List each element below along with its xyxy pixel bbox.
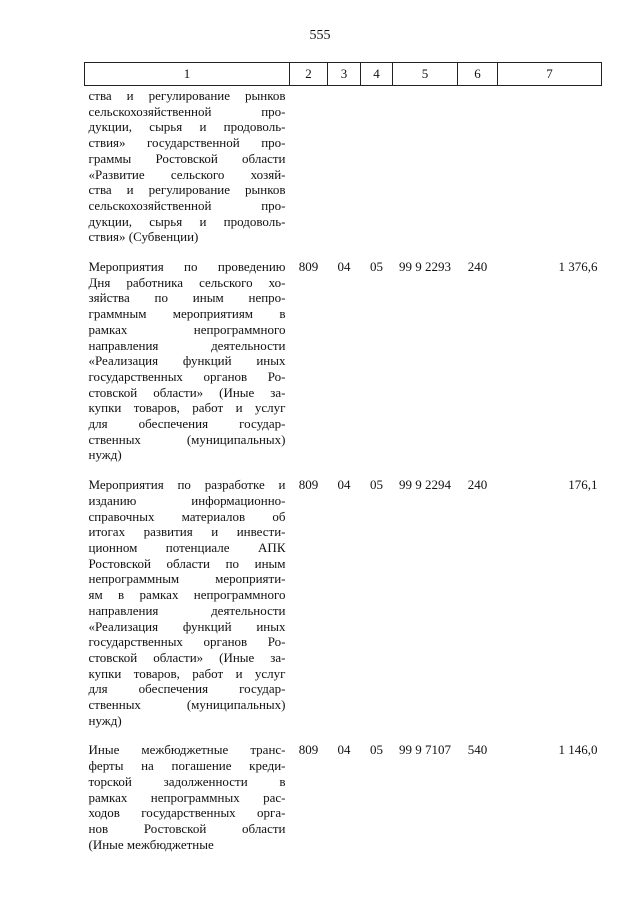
description-line: «Реализация функций иных [88, 618, 286, 634]
table-row [85, 259, 602, 463]
cell-target-article [393, 86, 458, 246]
description-line: купки товаров, работ и услуг [88, 400, 286, 416]
description-line: ствия» (Субвенции) [88, 229, 199, 245]
table-row [85, 742, 602, 852]
description-line: ства и регулирование рынков [88, 182, 286, 198]
description-line: нужд) [88, 712, 122, 728]
table-body [85, 86, 602, 853]
column-header-4: 4 [361, 63, 393, 86]
description-line: для обеспечения государ- [88, 416, 286, 432]
description-line: непрограммным мероприяти- [88, 571, 286, 587]
cell-expense-type: 240 [467, 477, 488, 493]
cell-ministry [290, 86, 328, 246]
description-line: рамках непрограммного [88, 321, 286, 337]
row-description [85, 477, 290, 728]
description-line: (Иные межбюджетные [88, 836, 214, 852]
description-line: ства и регулирование рынков [88, 88, 286, 103]
cell-amount: 176,1 [568, 477, 598, 493]
description-line: изданию информационно- [88, 492, 286, 508]
description-line: государственных органов Ро- [88, 634, 286, 650]
description-line: Дня работника сельского хо- [88, 274, 286, 290]
description-line: нужд) [88, 447, 122, 463]
row-spacer [85, 245, 602, 259]
description-line: Иные межбюджетные транс- [88, 742, 286, 758]
description-line: ствия» государственной про- [88, 135, 286, 151]
description-line: Ростовской области по иным [88, 555, 286, 571]
cell-subsection: 05 [370, 742, 383, 758]
description-line: зяйства по иным непро- [88, 290, 286, 306]
description-line: дукции, сырья и продоволь- [88, 119, 286, 135]
description-line: итогах развития и инвести- [88, 524, 286, 540]
cell-expense-type: 540 [467, 742, 488, 758]
description-line: ственных (муниципальных) [88, 431, 286, 447]
description-line: купки товаров, работ и услуг [88, 665, 286, 681]
table-row [85, 86, 602, 246]
description-line: сельскохозяйственной про- [88, 197, 286, 213]
description-line: Мероприятия по проведению [88, 259, 286, 275]
cell-target-article: 99 9 2294 [399, 477, 451, 493]
cell-ministry: 809 [298, 477, 319, 493]
cell-target-article: 99 9 7107 [399, 742, 451, 758]
column-header-2: 2 [290, 63, 328, 86]
cell-expense-type [458, 86, 498, 246]
column-header-1: 1 [85, 63, 290, 86]
description-line: сельскохозяйственной про- [88, 103, 286, 119]
description-line: ственных (муниципальных) [88, 697, 286, 713]
cell-subsection [361, 86, 393, 246]
cell-section: 04 [337, 477, 351, 493]
description-line: направления деятельности [88, 602, 286, 618]
description-line: ционном потенциале АПК [88, 539, 286, 555]
row-spacer [85, 728, 602, 742]
cell-subsection: 05 [370, 477, 383, 493]
cell-amount: 1 376,6 [558, 259, 598, 275]
header-row [85, 63, 602, 86]
cell-section: 04 [337, 742, 351, 758]
cell-ministry: 809 [298, 259, 319, 275]
description-line: направления деятельности [88, 337, 286, 353]
row-description [85, 86, 290, 246]
description-line: «Реализация функций иных [88, 353, 286, 369]
description-line: граммным мероприятиям в [88, 306, 286, 322]
cell-ministry: 809 [298, 742, 319, 758]
description-line: ферты на погашение креди- [88, 758, 286, 774]
row-description [85, 259, 290, 463]
description-line: дукции, сырья и продоволь- [88, 213, 286, 229]
cell-section [328, 86, 361, 246]
cell-subsection: 05 [370, 259, 383, 275]
table-header [85, 63, 602, 86]
description-line: справочных материалов об [88, 508, 286, 524]
description-line: государственных органов Ро- [88, 368, 286, 384]
column-header-6: 6 [458, 63, 498, 86]
description-line: торской задолженности в [88, 773, 286, 789]
description-line: рамках непрограммных рас- [88, 789, 286, 805]
row-description [85, 742, 290, 852]
page-number: 555 [309, 28, 331, 43]
description-line: ям в рамках непрограммного [88, 587, 286, 603]
cell-amount: 1 146,0 [558, 742, 598, 758]
row-spacer [85, 463, 602, 477]
column-header-3: 3 [328, 63, 361, 86]
cell-expense-type: 240 [467, 259, 488, 275]
column-header-5: 5 [393, 63, 458, 86]
budget-table [84, 62, 602, 852]
cell-target-article: 99 9 2293 [399, 259, 451, 275]
description-line: стовской области» (Иные за- [88, 649, 286, 665]
description-line: для обеспечения государ- [88, 681, 286, 697]
column-header-7: 7 [498, 63, 602, 86]
description-line: Мероприятия по разработке и [88, 477, 286, 493]
cell-section: 04 [337, 259, 351, 275]
description-line: ходов государственных орга- [88, 805, 286, 821]
table-row [85, 477, 602, 728]
cell-amount [498, 86, 602, 246]
description-line: стовской области» (Иные за- [88, 384, 286, 400]
description-line: «Развитие сельского хозяй- [88, 166, 286, 182]
description-line: нов Ростовской области [88, 820, 286, 836]
description-line: граммы Ростовской области [88, 150, 286, 166]
